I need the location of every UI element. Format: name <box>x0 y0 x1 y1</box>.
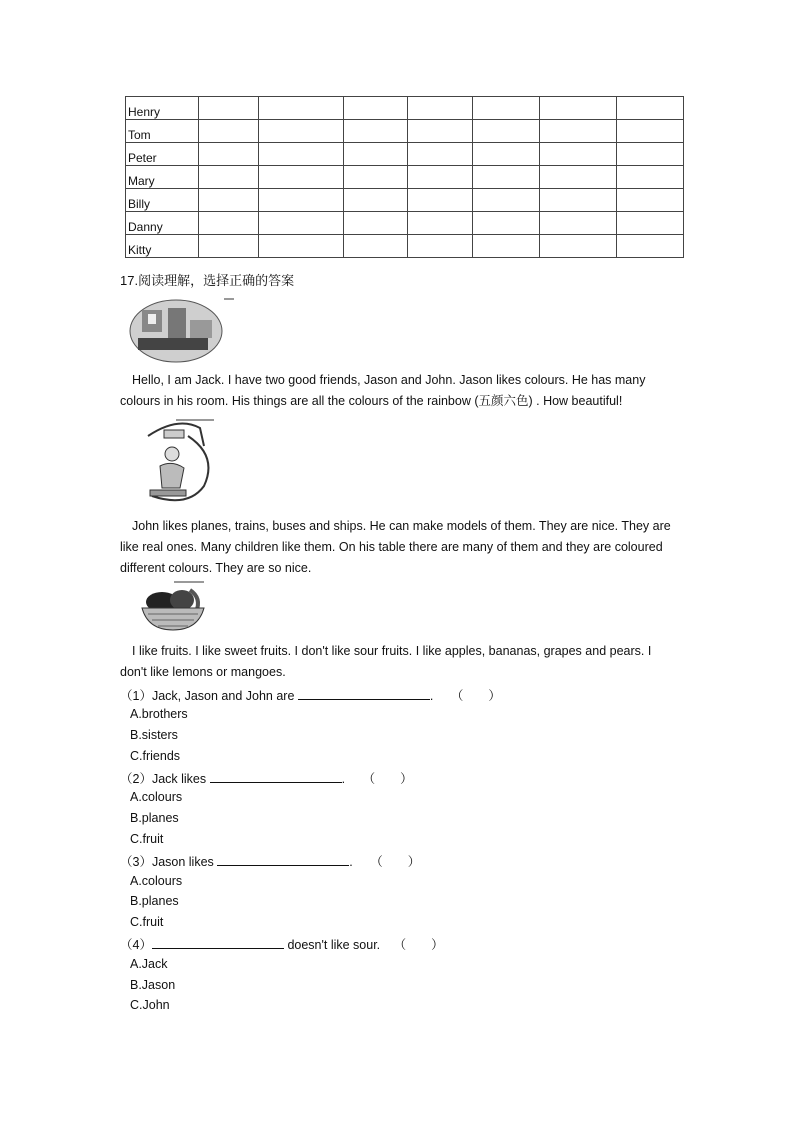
answer-paren[interactable]: （ ） <box>393 938 444 952</box>
boy-models-picture <box>138 416 218 510</box>
table-row <box>126 120 684 143</box>
table-row <box>126 189 684 212</box>
section-title: 17.阅读理解，选择正确的答案 <box>120 273 295 288</box>
name-cell: Danny <box>126 212 199 235</box>
question-3-prefix: （3）Jason likes <box>120 855 214 869</box>
room-picture <box>128 296 236 364</box>
option[interactable]: B.Jason <box>130 978 176 992</box>
option[interactable]: B.planes <box>130 811 179 825</box>
answer-blank[interactable] <box>152 936 284 949</box>
name-cell: Mary <box>126 166 199 189</box>
question-1 <box>120 686 501 704</box>
question-2-prefix: （2）Jack likes <box>120 772 207 786</box>
option[interactable]: A.colours <box>130 874 183 888</box>
name-cell: Henry <box>126 97 199 120</box>
option[interactable]: B.sisters <box>130 728 178 742</box>
option[interactable]: C.fruit <box>130 832 164 846</box>
name-cell: Peter <box>126 143 199 166</box>
table-row <box>126 97 684 120</box>
option[interactable]: C.fruit <box>130 915 164 929</box>
name-cell: Tom <box>126 120 199 143</box>
option[interactable]: C.John <box>130 998 170 1012</box>
question-1-prefix: （1）Jack, Jason and John are <box>120 689 295 703</box>
passage-2: John likes planes, trains, buses and ships. He can make models of them. They are nice. They are like real ones. Many children like them. On his table there are many of them and they are coloured different colours. They are so nice. <box>120 519 671 575</box>
question-1-suffix: . <box>429 689 434 703</box>
table-row <box>126 212 684 235</box>
question-2-suffix: . <box>341 772 346 786</box>
question-2 <box>120 769 413 787</box>
question-4-prefix: （4） <box>120 938 152 952</box>
passage-3: I like fruits. I like sweet fruits. I don't like sour fruits. I like apples, bananas, grapes and pears. I don't like lemons or mangoes. <box>120 644 652 679</box>
question-3-suffix: . <box>349 855 353 869</box>
fruit-basket-picture <box>138 580 208 634</box>
answer-paren[interactable]: （ ） <box>450 689 501 703</box>
table-row <box>126 143 684 166</box>
answer-paren[interactable]: （ ） <box>370 855 421 869</box>
table-row <box>126 166 684 189</box>
name-cell: Kitty <box>126 235 199 258</box>
answer-blank[interactable] <box>210 770 342 783</box>
name-cell: Billy <box>126 189 199 212</box>
option[interactable]: A.colours <box>130 790 183 804</box>
option[interactable]: A.brothers <box>130 707 188 721</box>
question-4 <box>120 935 444 953</box>
option[interactable]: C.friends <box>130 749 181 763</box>
name-table <box>125 96 684 258</box>
question-4-suffix: doesn't like sour. <box>287 938 381 952</box>
question-3 <box>120 852 420 870</box>
answer-paren[interactable]: （ ） <box>362 772 413 786</box>
answer-blank[interactable] <box>298 687 430 700</box>
option[interactable]: B.planes <box>130 894 179 908</box>
option[interactable]: A.Jack <box>130 957 168 971</box>
passage-1: Hello, I am Jack. I have two good friends, Jason and John. Jason likes colours. He has many colours in his room. His things are all the colours of the rainbow (五颜六色) . How beautiful! <box>120 373 646 408</box>
table-row <box>126 235 684 258</box>
answer-blank[interactable] <box>217 853 349 866</box>
